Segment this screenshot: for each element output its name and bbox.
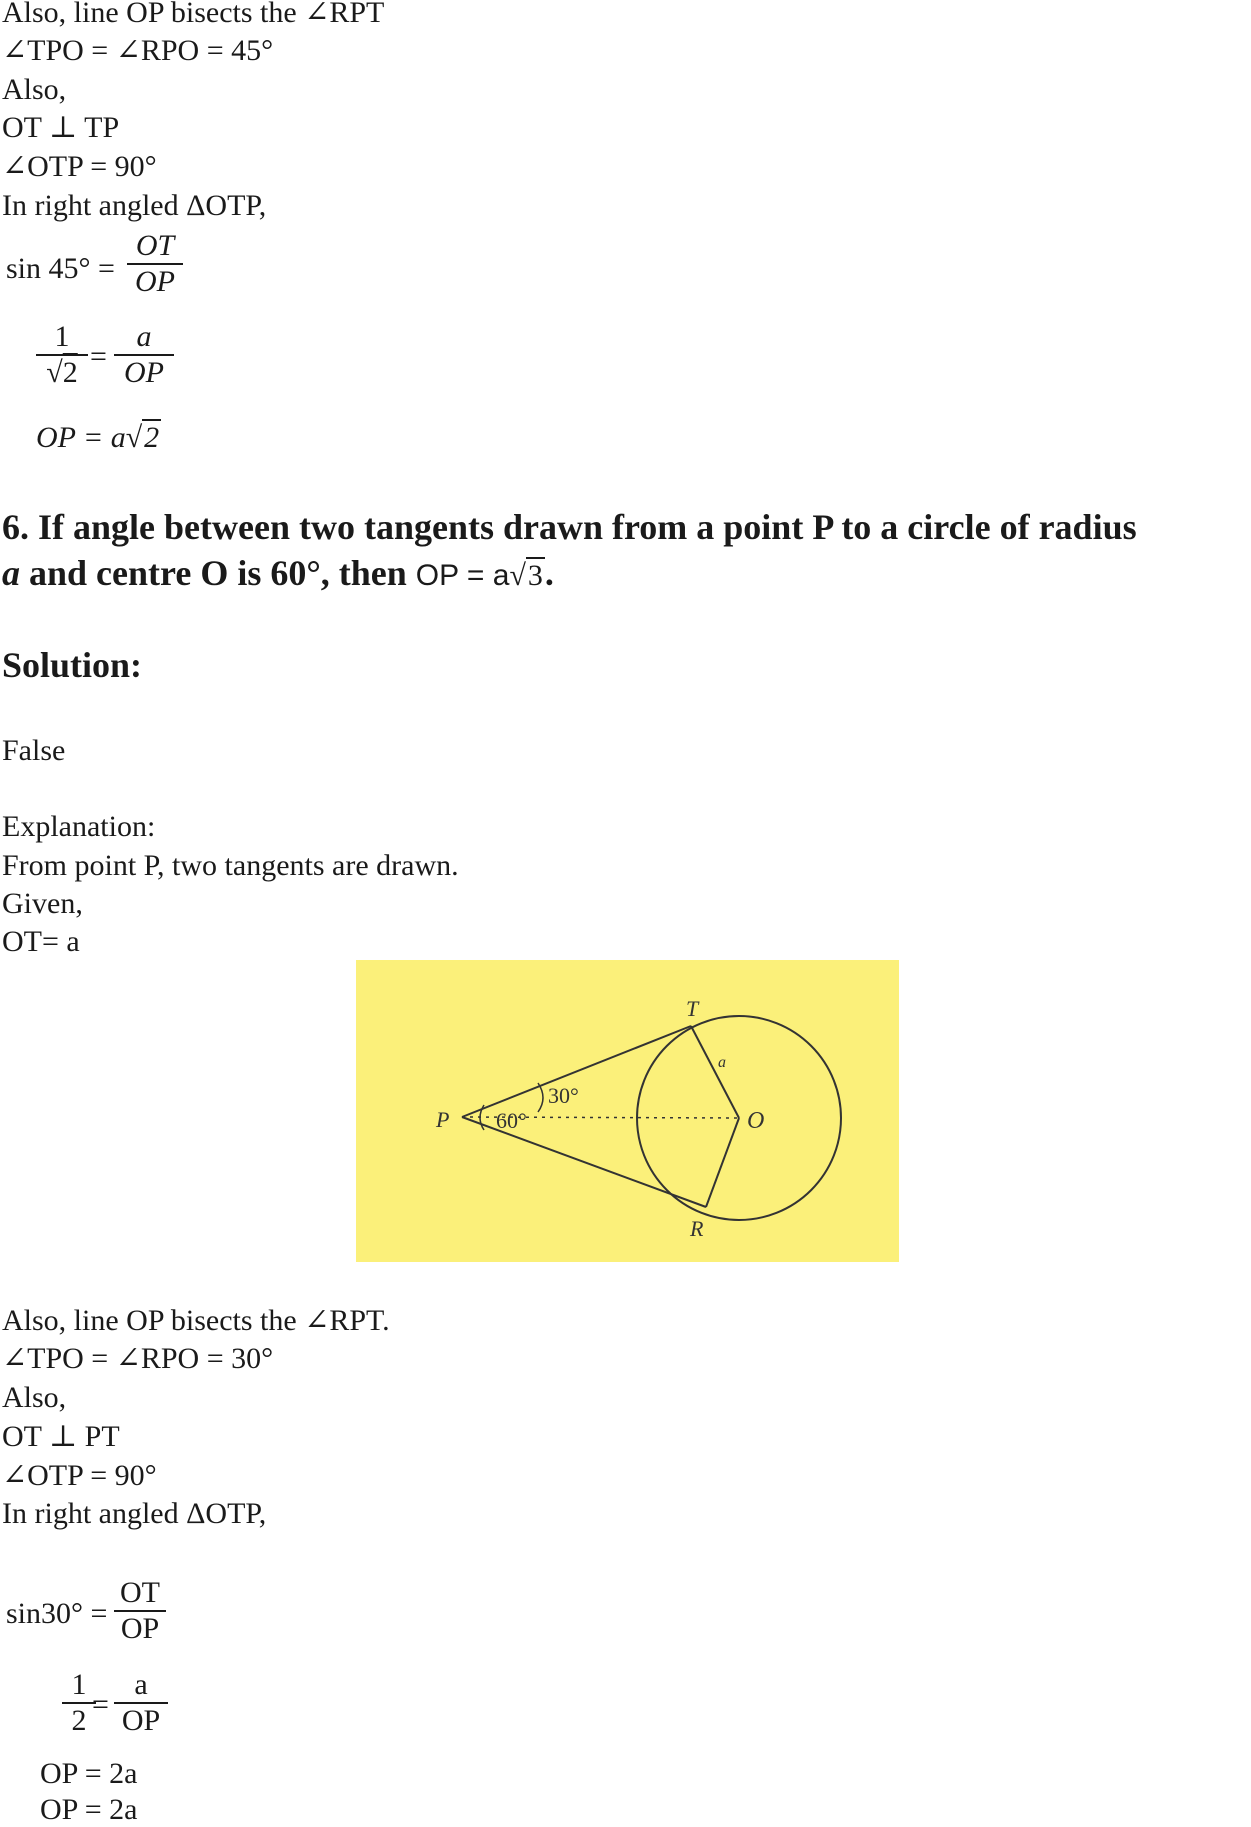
tangent-figure <box>356 960 899 1262</box>
numerator: 1 <box>71 1668 87 1701</box>
equation <box>36 421 161 455</box>
equation-lhs: sin 45° = <box>6 252 115 285</box>
question-line <box>2 550 554 599</box>
equals-sign: = <box>92 1688 109 1721</box>
text-line: ∠TPO = ∠RPO = 45° <box>2 34 274 67</box>
label-r: R <box>690 1216 704 1241</box>
denominator: OP <box>121 1704 161 1737</box>
denominator: 2 <box>71 1704 87 1737</box>
text-line: In right angled ΔOTP, <box>2 1497 267 1530</box>
numerator: OT <box>135 229 175 262</box>
text-line: OT ⊥ TP <box>2 111 120 144</box>
label-angle-60: 60° <box>496 1108 527 1133</box>
square-root: √3 <box>509 559 543 592</box>
equation-lhs: sin30° = <box>6 1597 108 1630</box>
radius-ot <box>691 1026 739 1118</box>
label-o: O <box>747 1108 765 1134</box>
label-a: a <box>718 1054 726 1071</box>
equals-sign: = <box>90 340 107 373</box>
numerator: a <box>134 1668 148 1701</box>
square-root: √2 <box>125 421 160 454</box>
fraction <box>114 1576 166 1646</box>
text-line: Also, line OP bisects the ∠RPT. <box>2 1304 390 1337</box>
denominator: OP <box>124 356 164 389</box>
question-line: 6. If angle between two tangents drawn from a point P to a circle of radius <box>2 507 1137 547</box>
text-line: Also, <box>2 1381 67 1414</box>
equation-lhs: OP = a <box>36 421 126 454</box>
text-line: ∠OTP = 90° <box>2 150 157 183</box>
numerator: OT <box>120 1576 160 1609</box>
label-p: P <box>436 1107 450 1132</box>
text-line: Also, <box>2 73 67 106</box>
text-line: OT= a <box>2 925 80 958</box>
numerator: a <box>136 320 152 353</box>
text-line: ∠OTP = 90° <box>2 1459 157 1492</box>
fraction <box>114 320 174 390</box>
text-line: In right angled ΔOTP, <box>2 189 267 222</box>
numerator: 1 <box>54 320 70 353</box>
fraction <box>62 1668 96 1738</box>
text-line: From point P, two tangents are drawn. <box>2 849 459 882</box>
text-line: OT ⊥ PT <box>2 1420 120 1453</box>
label-angle-30: 30° <box>548 1083 579 1108</box>
text-line: Explanation: <box>2 810 156 843</box>
equation: OP = 2a <box>40 1793 138 1826</box>
radius-or <box>706 1118 739 1207</box>
solution-heading: Solution: <box>2 645 143 685</box>
equation: OP = 2a <box>40 1757 138 1790</box>
fraction <box>36 320 88 390</box>
denominator: OP <box>120 1612 160 1645</box>
denominator: OP <box>135 265 175 298</box>
radicand: 2 <box>144 421 160 454</box>
denominator: √2 <box>46 356 78 389</box>
tangent-diagram <box>356 960 899 1262</box>
question-math: OP = a <box>415 559 510 592</box>
radicand: 2 <box>62 356 78 389</box>
radicand: 3 <box>527 559 543 592</box>
fraction <box>114 1668 168 1738</box>
fraction <box>127 229 183 299</box>
question-period: . <box>544 553 554 593</box>
answer-text: False <box>2 734 66 767</box>
text-line: Given, <box>2 887 83 920</box>
text-line: Also, line OP bisects the ∠RPT <box>2 0 385 29</box>
question-var: a <box>2 553 20 593</box>
label-t: T <box>686 996 699 1021</box>
question-text: and centre O is 60°, then <box>20 553 416 593</box>
text-line: ∠TPO = ∠RPO = 30° <box>2 1342 274 1375</box>
